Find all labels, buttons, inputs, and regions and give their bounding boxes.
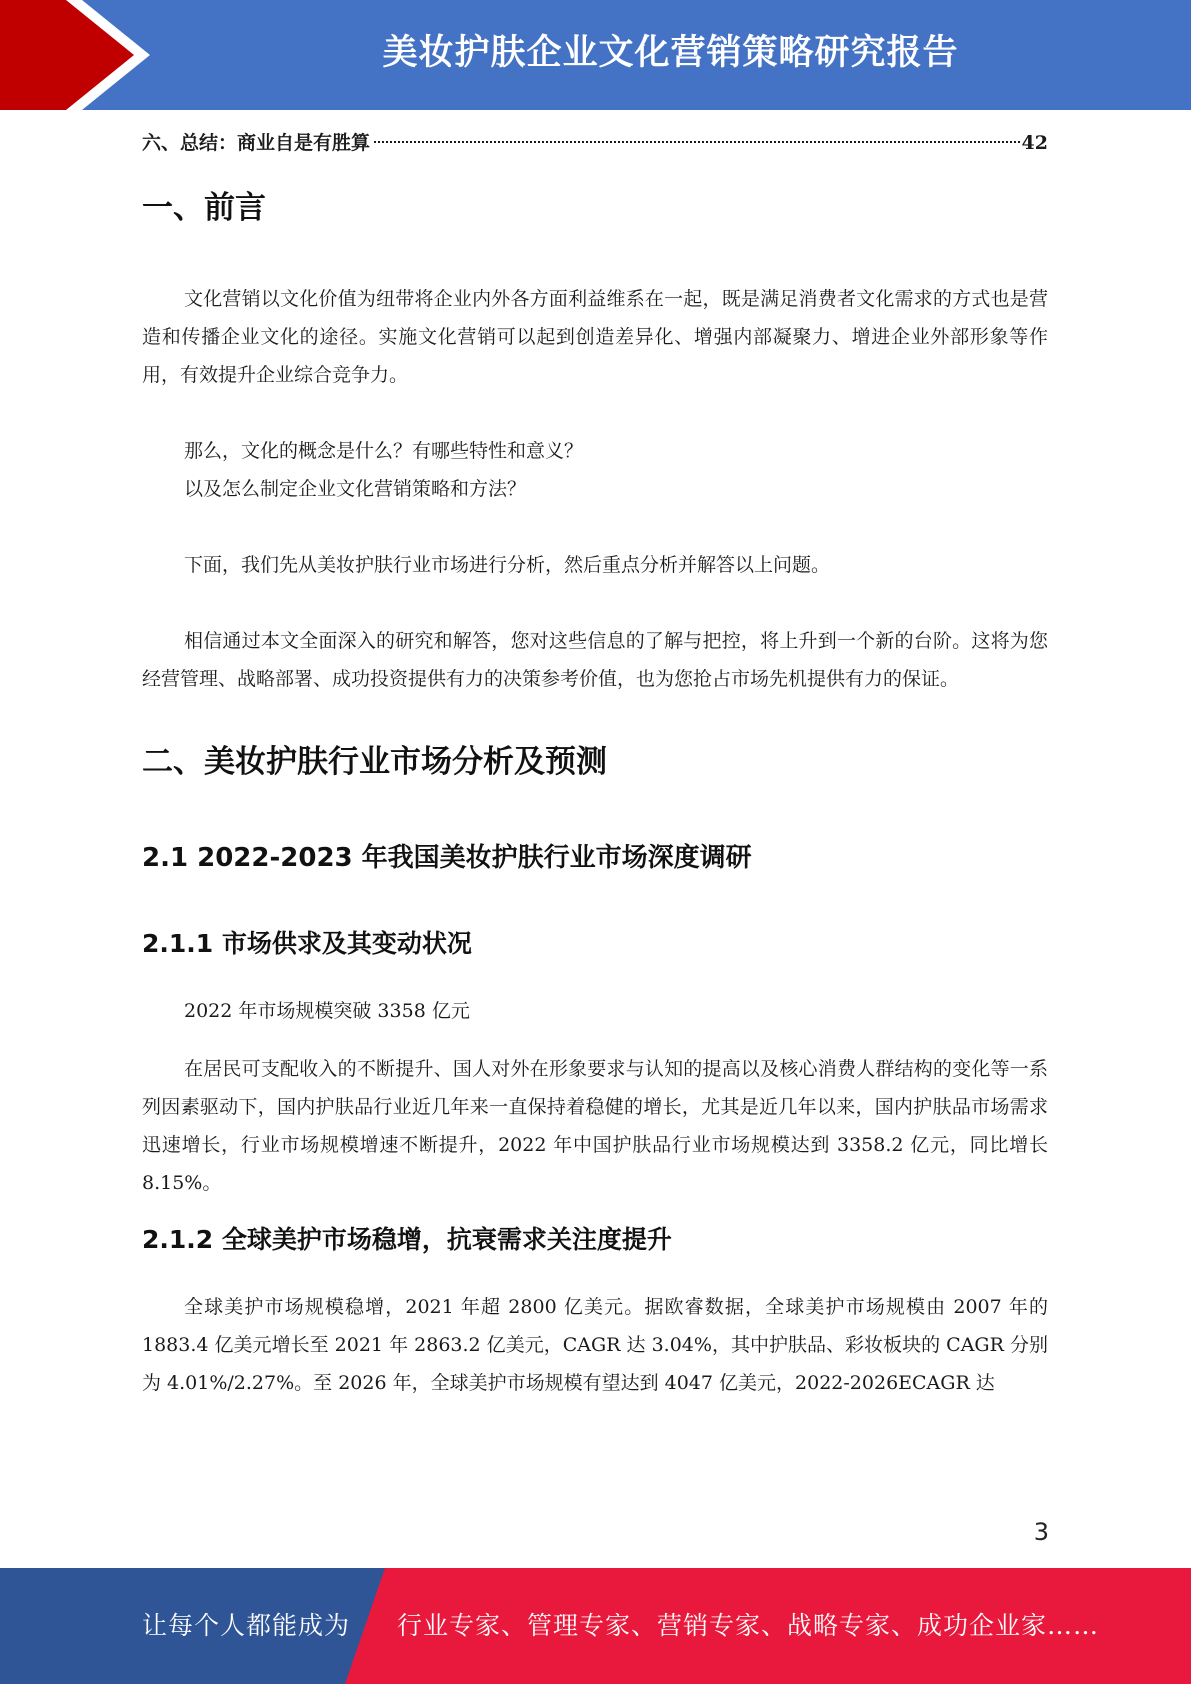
preface-question-2: 以及怎么制定企业文化营销策略和方法？ [184,478,527,500]
preface-paragraph-1: 文化营销以文化价值为纽带将企业内外各方面利益维系在一起，既是满足消费者文化需求的方式也是营造和传播企业文化的途径。实施文化营销可以起到创造差异化、增强内部凝聚力、增进企业外部形象等作用，有效提升企业综合竞争力。 [142,288,1048,386]
subsection-heading-2-1-2: 2.1.2 全球美护市场稳增，抗衰需求关注度提升 [142,1225,672,1254]
report-title: 美妆护肤企业文化营销策略研究报告 [382,33,959,73]
preface-question-1: 那么，文化的概念是什么？有哪些特性和意义？ [184,440,584,462]
page-header [0,0,1191,110]
chevron-arrow-icon [0,0,150,110]
preface-paragraph-2: 下面，我们先从美妆护肤行业市场进行分析，然后重点分析并解答以上问题。 [184,554,831,576]
section-heading-market: 二、美妆护肤行业市场分析及预测 [142,744,607,780]
toc-entry-label: 六、总结：商业自是有胜算 [142,132,371,154]
market-paragraph-1: 在居民可支配收入的不断提升、国人对外在形象要求与认知的提高以及核心消费人群结构的变化等一系列因素驱动下，国内护肤品行业近几年来一直保持着稳健的增长，尤其是近几年以来，国内护肤品市场需求迅速增长，行业市场规模增速不断提升，2022 年中国护肤品行业市场规模达到 3358.2 亿元，同比增长 8.15%。 [142,1058,1048,1194]
page-number: 3 [1033,1518,1049,1546]
market-paragraph-2: 全球美护市场规模稳增，2021 年超 2800 亿美元。据欧睿数据，全球美护市场规模由 2007 年的 1883.4 亿美元增长至 2021 年 2863.2 亿美元，CAGR 达 3.04%，其中护肤品、彩妆板块的 CAGR 分别为 4.01%/2.27%。至 2026 年，全球美护市场规模有望达到 4047 亿美元，2022-2026ECAGR 达 [142,1296,1048,1394]
toc-entry-page: 42 [1021,132,1048,154]
toc-leader-dots [374,141,1020,143]
page-content [142,118,1048,1402]
page-footer [0,1568,1191,1684]
section-heading-preface: 一、前言 [142,190,266,226]
subsection-heading-2-1: 2.1 2022-2023 年我国美妆护肤行业市场深度调研 [142,843,752,873]
market-size-line: 2022 年市场规模突破 3358 亿元 [184,1000,470,1022]
preface-paragraph-3: 相信通过本文全面深入的研究和解答，您对这些信息的了解与把控，将上升到一个新的台阶。这将为您经营管理、战略部署、成功投资提供有力的决策参考价值，也为您抢占市场先机提供有力的保证。 [142,630,1048,690]
subsection-heading-2-1-1: 2.1.1 市场供求及其变动状况 [142,929,472,958]
toc-entry[interactable] [142,118,1048,168]
footer-slogan-left: 让每个人都能成为 [142,1611,351,1640]
footer-slogan-right: 行业专家、管理专家、营销专家、战略专家、成功企业家…… [397,1611,1100,1640]
